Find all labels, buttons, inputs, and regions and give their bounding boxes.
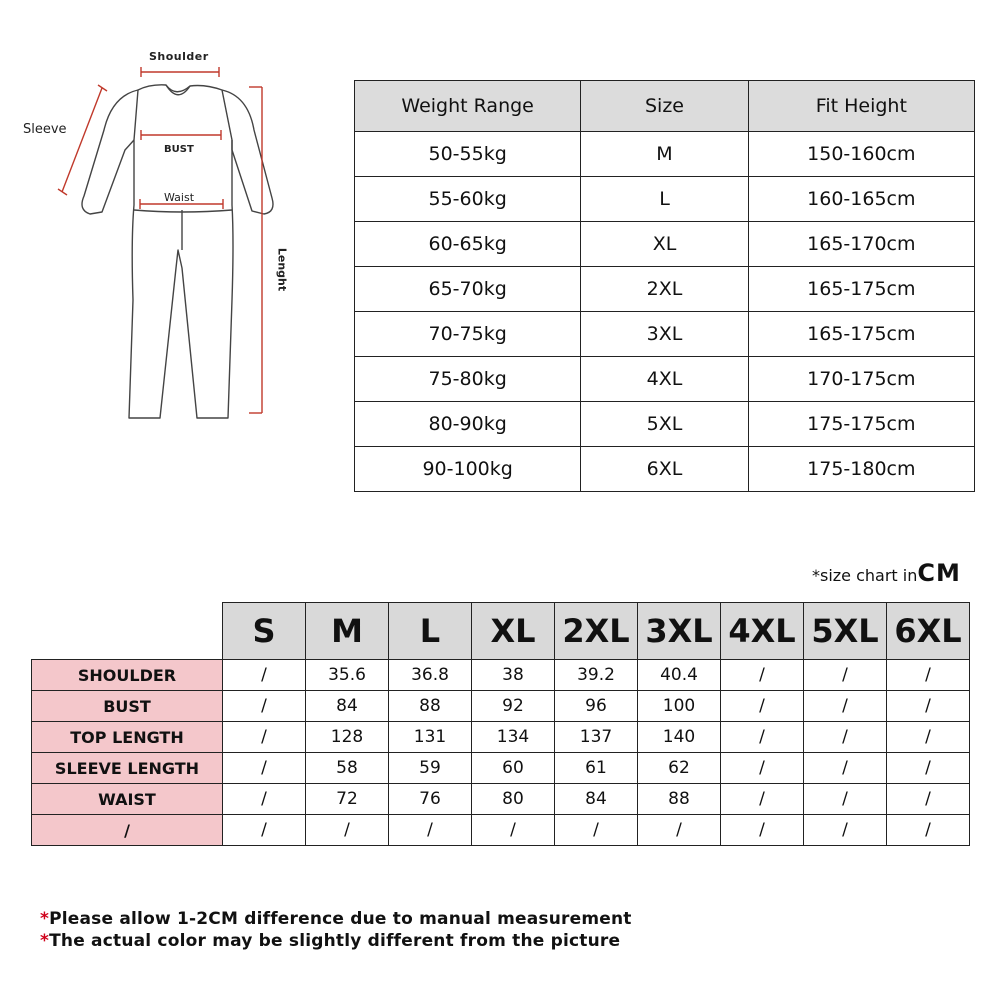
height-cell: 165-175cm xyxy=(748,312,974,357)
measurement-value: / xyxy=(721,691,804,722)
measurement-value: / xyxy=(555,815,638,846)
weight-cell: 55-60kg xyxy=(355,177,581,222)
size-header: 5XL xyxy=(804,603,887,660)
measurement-value: 40.4 xyxy=(638,660,721,691)
measurement-value: / xyxy=(887,660,970,691)
waist-label: Waist xyxy=(164,191,195,204)
measurement-label: BUST xyxy=(32,691,223,722)
measurement-value: 61 xyxy=(555,753,638,784)
size-header: M xyxy=(306,603,389,660)
measurement-value: / xyxy=(223,691,306,722)
measurement-value: 131 xyxy=(389,722,472,753)
table-row xyxy=(32,722,970,753)
weight-cell: 50-55kg xyxy=(355,132,581,177)
measurement-value: / xyxy=(389,815,472,846)
header-weight-range: Weight Range xyxy=(355,81,581,132)
measurement-value: / xyxy=(804,660,887,691)
measurement-value: / xyxy=(804,753,887,784)
measurement-value: / xyxy=(223,722,306,753)
measurement-value: / xyxy=(721,660,804,691)
weight-cell: 65-70kg xyxy=(355,267,581,312)
size-cell: 6XL xyxy=(581,447,748,492)
fit-table-header-row xyxy=(355,81,975,132)
measurement-label: TOP LENGTH xyxy=(32,722,223,753)
height-cell: 170-175cm xyxy=(748,357,974,402)
size-header: L xyxy=(389,603,472,660)
measurement-label: SHOULDER xyxy=(32,660,223,691)
size-cell: 3XL xyxy=(581,312,748,357)
measurement-value: 92 xyxy=(472,691,555,722)
measurement-value: / xyxy=(804,722,887,753)
weight-cell: 90-100kg xyxy=(355,447,581,492)
size-cell: 2XL xyxy=(581,267,748,312)
weight-cell: 75-80kg xyxy=(355,357,581,402)
size-header: 6XL xyxy=(887,603,970,660)
size-cell: 4XL xyxy=(581,357,748,402)
measurement-label: WAIST xyxy=(32,784,223,815)
measurement-value: 62 xyxy=(638,753,721,784)
size-cell: M xyxy=(581,132,748,177)
measurement-value: 38 xyxy=(472,660,555,691)
shoulder-label: Shoulder xyxy=(149,50,209,63)
unit-note-unit: CM xyxy=(917,559,961,587)
sleeve-label: Sleeve xyxy=(23,122,67,137)
table-row xyxy=(355,222,975,267)
measurement-value: / xyxy=(887,784,970,815)
size-header-row xyxy=(32,603,970,660)
measurement-value: / xyxy=(223,660,306,691)
measurement-value: / xyxy=(804,815,887,846)
bust-label: BUST xyxy=(164,144,194,155)
measurement-value: / xyxy=(887,815,970,846)
measurement-value: / xyxy=(306,815,389,846)
measurement-value: 76 xyxy=(389,784,472,815)
height-cell: 160-165cm xyxy=(748,177,974,222)
table-row xyxy=(355,267,975,312)
measurement-value: / xyxy=(472,815,555,846)
measurement-value: / xyxy=(721,784,804,815)
length-label: Lenght xyxy=(275,247,289,292)
measurement-value: / xyxy=(721,722,804,753)
measurement-value: 58 xyxy=(306,753,389,784)
size-header-corner xyxy=(32,603,223,660)
measurement-label: / xyxy=(32,815,223,846)
measurement-value: / xyxy=(887,691,970,722)
height-cell: 165-170cm xyxy=(748,222,974,267)
height-cell: 175-175cm xyxy=(748,402,974,447)
size-header: 2XL xyxy=(555,603,638,660)
table-row xyxy=(32,660,970,691)
table-row xyxy=(355,357,975,402)
size-header: S xyxy=(223,603,306,660)
note-text: Please allow 1-2CM difference due to manual measurement xyxy=(49,909,632,929)
fit-table xyxy=(354,80,975,492)
measurement-value: 59 xyxy=(389,753,472,784)
asterisk: * xyxy=(40,909,50,929)
measurement-value: 137 xyxy=(555,722,638,753)
weight-cell: 80-90kg xyxy=(355,402,581,447)
measurement-value: / xyxy=(887,753,970,784)
table-row xyxy=(32,753,970,784)
measurement-value: 72 xyxy=(306,784,389,815)
table-row xyxy=(355,447,975,492)
height-cell: 150-160cm xyxy=(748,132,974,177)
measurement-value: 84 xyxy=(306,691,389,722)
size-header: XL xyxy=(472,603,555,660)
header-fit-height: Fit Height xyxy=(748,81,974,132)
weight-cell: 70-75kg xyxy=(355,312,581,357)
measurement-value: 88 xyxy=(638,784,721,815)
measurement-value: / xyxy=(721,753,804,784)
size-header: 3XL xyxy=(638,603,721,660)
measurement-value: 35.6 xyxy=(306,660,389,691)
size-header: 4XL xyxy=(721,603,804,660)
measurement-value: 100 xyxy=(638,691,721,722)
measurement-value: / xyxy=(223,784,306,815)
asterisk: * xyxy=(40,931,50,951)
note-line xyxy=(40,931,632,951)
measurement-value: / xyxy=(721,815,804,846)
measurement-value: / xyxy=(223,815,306,846)
table-row xyxy=(32,784,970,815)
garment-diagram xyxy=(0,0,330,440)
unit-note-prefix: *size chart in xyxy=(812,566,918,585)
measurement-value: / xyxy=(804,691,887,722)
size-cell: 5XL xyxy=(581,402,748,447)
measurement-value: 96 xyxy=(555,691,638,722)
measurement-label: SLEEVE LENGTH xyxy=(32,753,223,784)
table-row xyxy=(32,691,970,722)
table-row xyxy=(355,402,975,447)
measurement-value: / xyxy=(804,784,887,815)
table-row xyxy=(355,177,975,222)
table-row xyxy=(32,815,970,846)
size-table xyxy=(31,602,970,846)
measurement-value: / xyxy=(223,753,306,784)
measurement-value: 36.8 xyxy=(389,660,472,691)
measurement-value: 134 xyxy=(472,722,555,753)
measurement-value: 60 xyxy=(472,753,555,784)
measurement-value: 80 xyxy=(472,784,555,815)
table-row xyxy=(355,132,975,177)
notes xyxy=(40,909,632,953)
header-size: Size xyxy=(581,81,748,132)
note-text: The actual color may be slightly different from the picture xyxy=(49,931,621,951)
size-cell: L xyxy=(581,177,748,222)
unit-note xyxy=(812,559,961,587)
measurement-value: 88 xyxy=(389,691,472,722)
height-cell: 165-175cm xyxy=(748,267,974,312)
note-line xyxy=(40,909,632,929)
measurement-value: / xyxy=(638,815,721,846)
height-cell: 175-180cm xyxy=(748,447,974,492)
table-row xyxy=(355,312,975,357)
measurement-value: 140 xyxy=(638,722,721,753)
weight-cell: 60-65kg xyxy=(355,222,581,267)
measurement-value: 84 xyxy=(555,784,638,815)
size-cell: XL xyxy=(581,222,748,267)
measurement-value: 128 xyxy=(306,722,389,753)
jumpsuit-outline-icon xyxy=(0,0,330,440)
measurement-value: / xyxy=(887,722,970,753)
measurement-value: 39.2 xyxy=(555,660,638,691)
